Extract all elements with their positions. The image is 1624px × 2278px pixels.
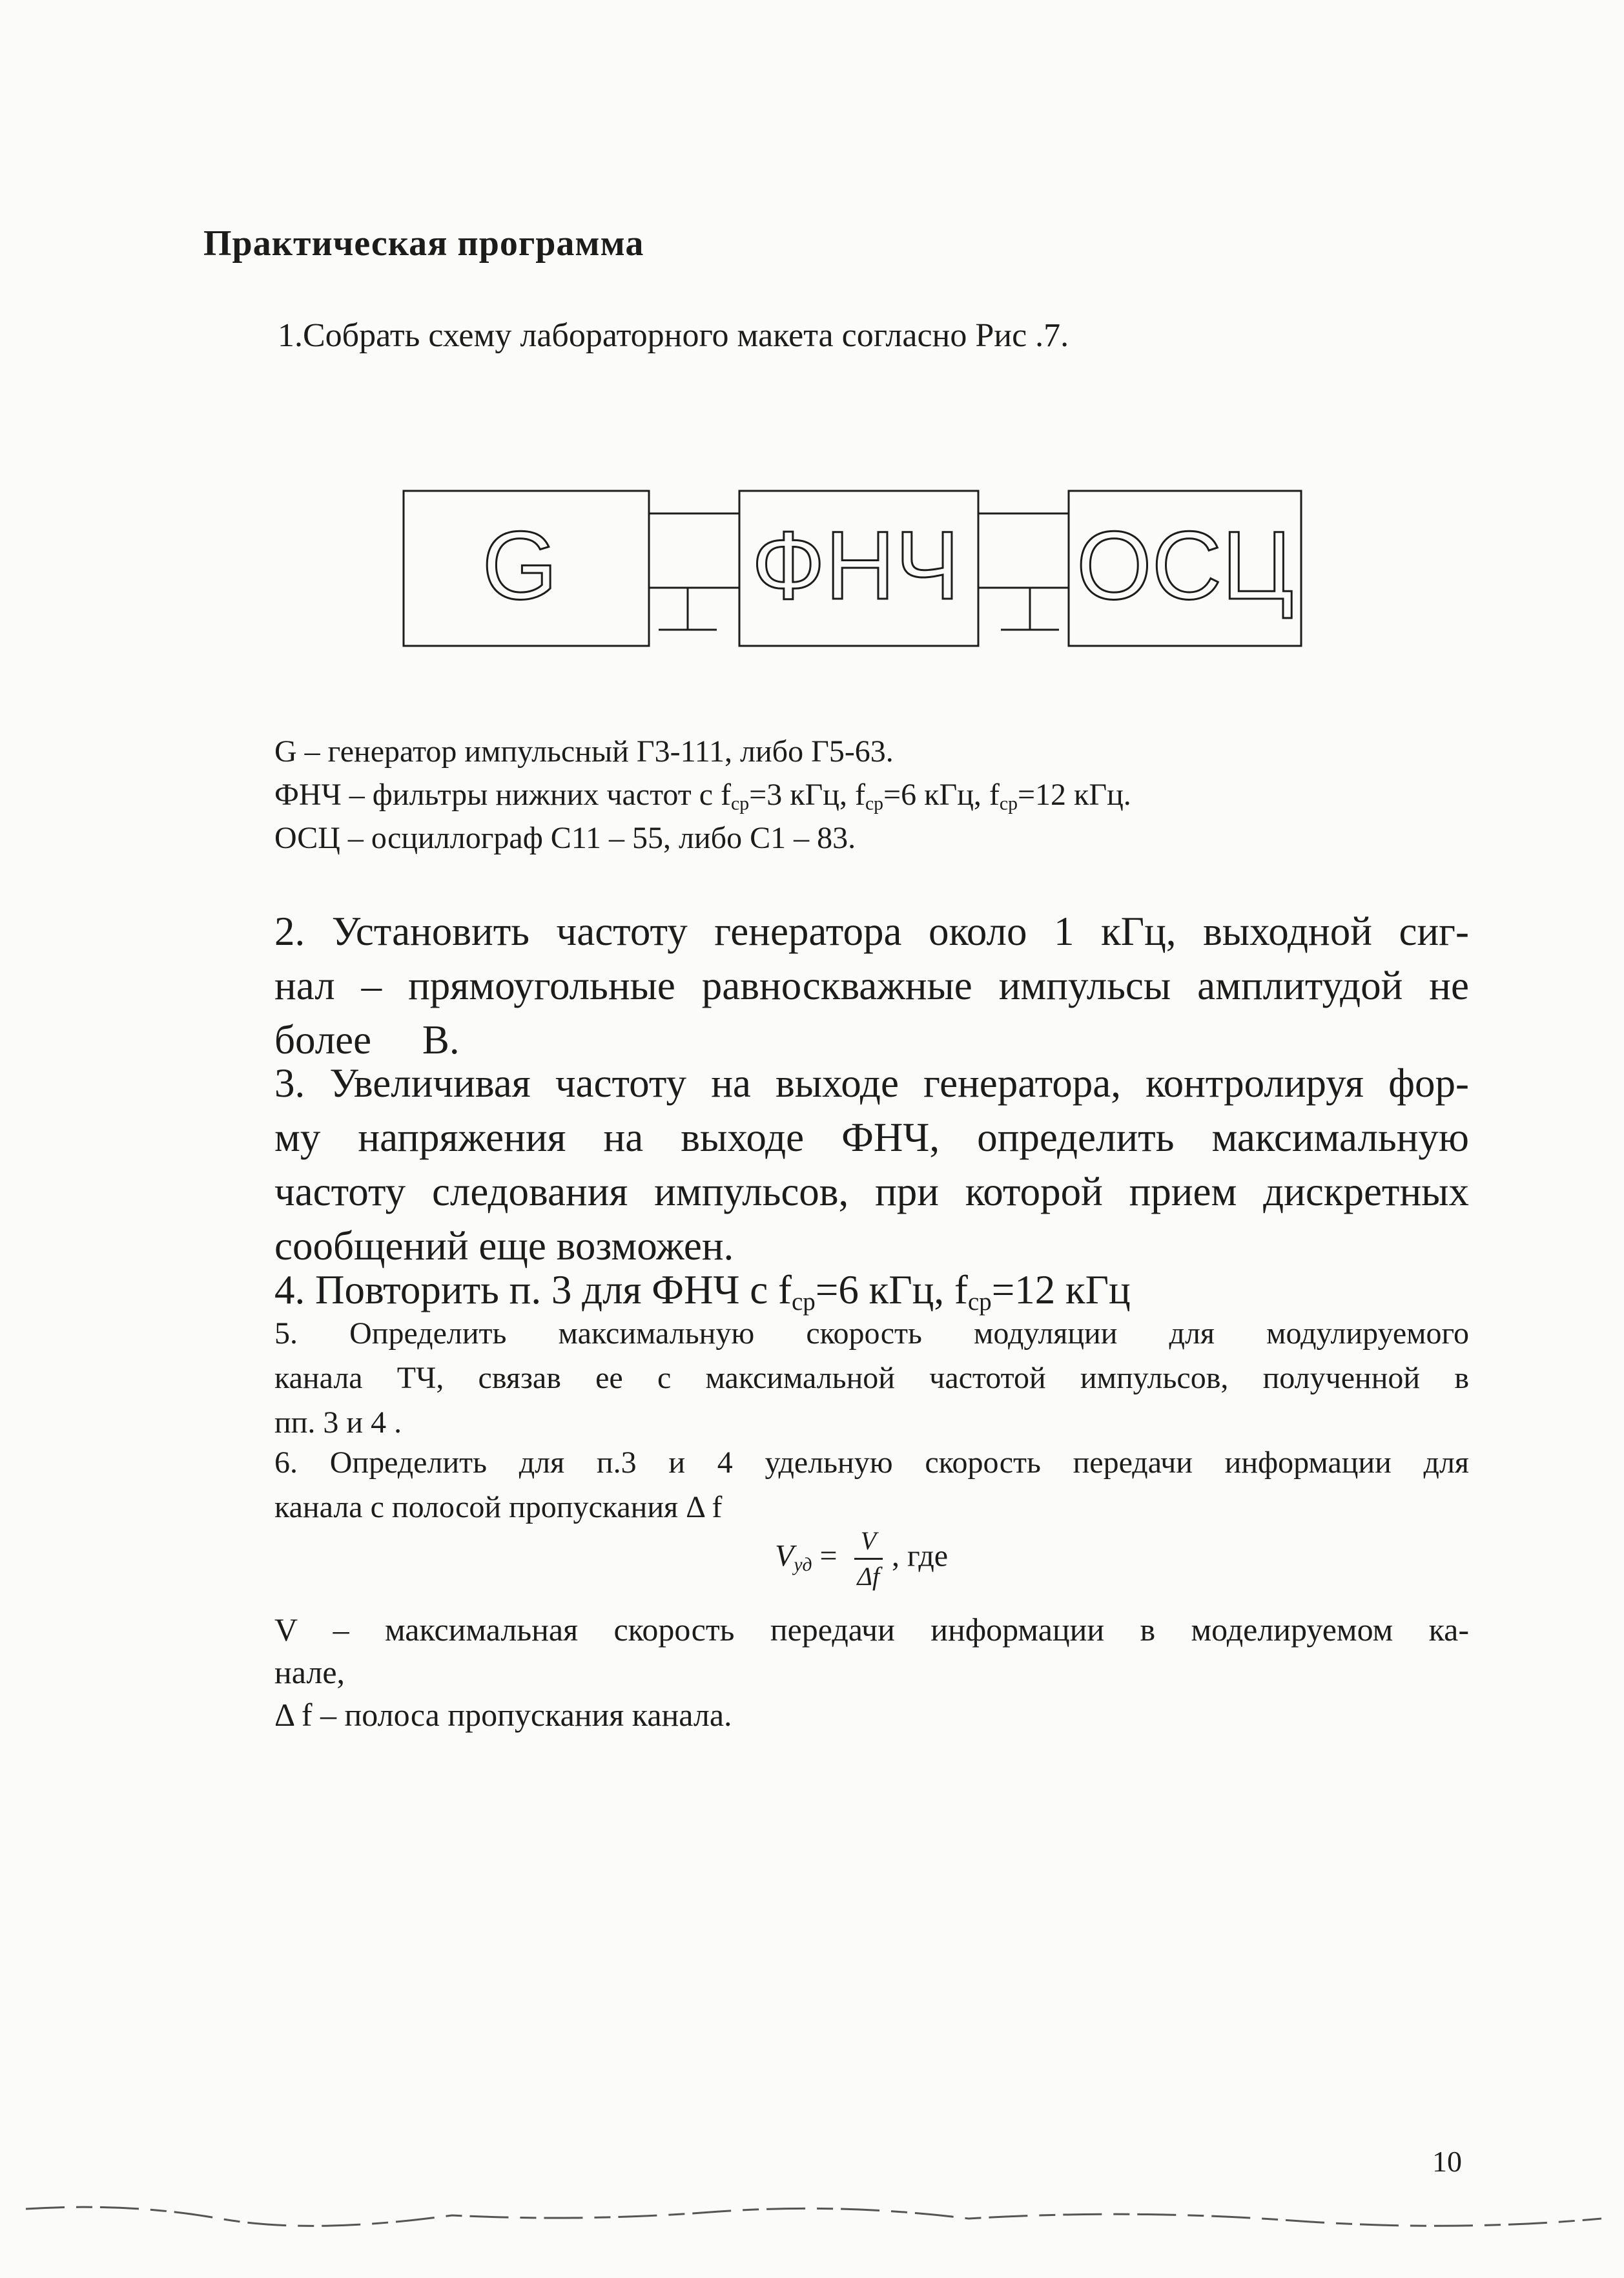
section-heading: Практическая программа xyxy=(203,223,644,264)
formula: $V_{уд}$ = $\frac{V}{\Delta f}$ , где xyxy=(775,1524,948,1593)
oscilloscope-label: ОСЦ xyxy=(1076,511,1293,619)
generator-label: G xyxy=(482,511,558,619)
definitions: V – максимальная скорость передачи информации в моделируемом ка- нале, Δ f – полоса пропускания канала. xyxy=(274,1611,1469,1733)
page-number: 10 xyxy=(1432,2145,1462,2178)
step-5: 5. Определить максимальную скорость модуляции для модулируемого канала ТЧ, связав ее с максимальной частотой импульсов, полученной в пп. 3 и 4 . xyxy=(274,1316,1469,1440)
step-4: 4. Повторить п. 3 для ФНЧ с $f_{ср}=6$ кГц, $f_{ср}=12$ кГц xyxy=(274,1267,1131,1316)
step-2: 2. Установить частоту генератора около 1 кГц, выходной сиг- нал – прямоугольные равноскважные импульсы амплитудой не более В. xyxy=(274,909,1469,1062)
legend-generator: G – генератор импульсный Г3-111, либо Г5-63. xyxy=(274,734,894,769)
block-diagram xyxy=(387,475,1317,668)
step-3: 3. Увеличивая частоту на выходе генератора, контролируя фор- му напряжения на выходе ФНЧ, определить максимальную частоту следования импульсов, при которой прием дискретных сообщений еще возможен. xyxy=(274,1061,1469,1268)
step-6: 6. Определить для п.3 и 4 удельную скорость передачи информации для канала с полосой пропускания Δ f xyxy=(274,1445,1469,1524)
legend-oscilloscope: ОСЦ – осциллограф С11 – 55, либо С1 – 83. xyxy=(274,821,856,855)
scan-edge-marks xyxy=(0,2183,1624,2235)
step-1: 1.Собрать схему лабораторного макета согласно Рис .7. xyxy=(278,317,1069,354)
legend xyxy=(274,730,1131,860)
fraction: $\frac{V}{\Delta f}$ xyxy=(854,1524,883,1593)
legend-filter: ФНЧ – фильтры нижних частот с $f_{ср}=3$ кГц, $f_{ср}=6$ кГц, $f_{ср}=12$ кГц. xyxy=(274,778,1131,814)
lowpass-filter-label: ФНЧ xyxy=(751,511,960,619)
